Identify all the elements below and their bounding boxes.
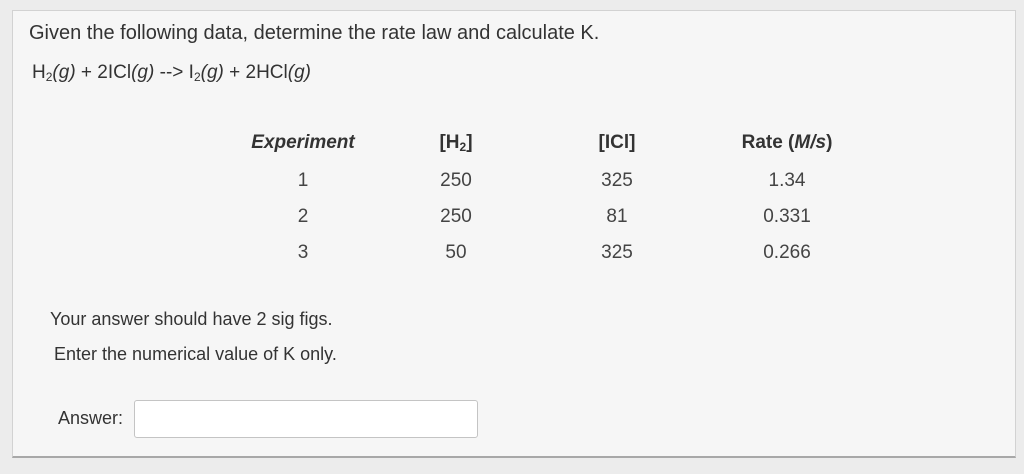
header-rate: Rate (M/s): [741, 132, 833, 153]
table-cell-h2: 250: [440, 206, 472, 227]
chemical-equation: $H_2(g) + 2ICl(g)$ --> $I_2(g) + 2HCl(g)$: [32, 62, 311, 84]
table-cell-icl: 325: [601, 170, 633, 191]
sig-figs-note: Your answer should have 2 sig figs.: [50, 309, 333, 329]
table-cell-experiment: 1: [297, 170, 309, 191]
header-icl: [ICl]: [598, 132, 636, 153]
table-cell-rate: 0.266: [763, 242, 811, 263]
table-cell-h2: 250: [440, 170, 472, 191]
question-text: Given the following data, determine the rate law and calculate K.: [29, 22, 600, 44]
table-cell-experiment: 2: [297, 206, 309, 227]
table-cell-rate: 0.331: [763, 206, 811, 227]
header-experiment: Experiment: [251, 132, 355, 153]
header-h2: $[H_2]$: [439, 132, 473, 154]
table-cell-icl: 325: [601, 242, 633, 263]
table-cell-icl: 81: [606, 206, 628, 227]
table-cell-experiment: 3: [297, 242, 309, 263]
answer-label: Answer:: [58, 408, 124, 428]
answer-input[interactable]: [134, 400, 478, 438]
instruction-note: Enter the numerical value of K only.: [54, 344, 337, 364]
table-cell-rate: 1.34: [768, 170, 806, 191]
table-cell-h2: 50: [445, 242, 467, 263]
